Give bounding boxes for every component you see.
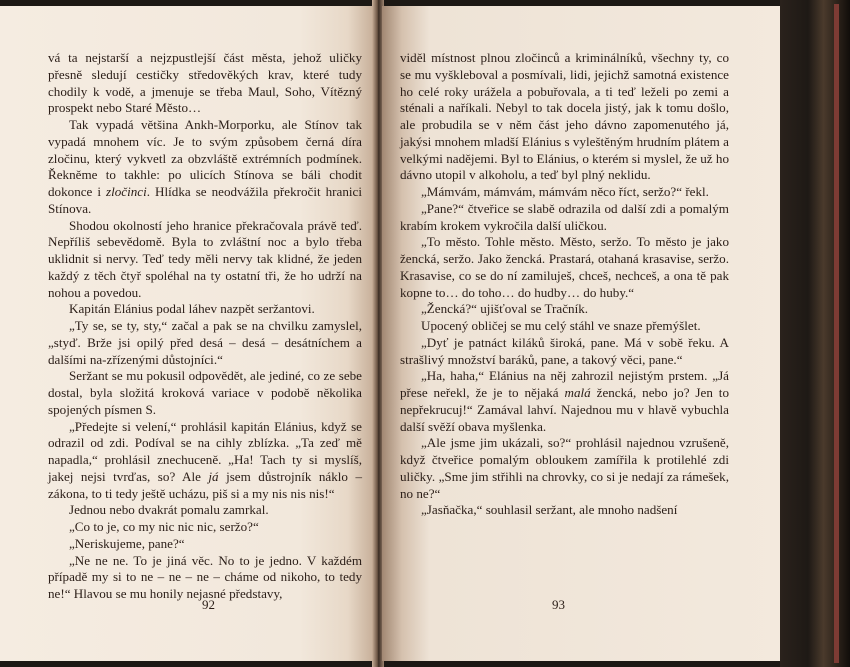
text-run: žencká, nebo jo? Jen to nepřekrucuj!“ Zamával lahví. Najednou mu v hlavě vybuchla další svěží obava myšlenka. — [400, 385, 729, 434]
italic-text: já — [208, 468, 219, 484]
paragraph: „Dyť je patnáct kiláků široká, pane. Má v sobě řeku. A strašlivý množství baráků, pane, a takový věci, pane.“ — [400, 334, 729, 367]
text-run: „Ha, haha,“ Elánius na něj zahrozil nejistým prstem. „Já přese neřekl, že je to nějaká — [400, 368, 729, 400]
paragraph: „Žencká?“ ujišťoval se Tračník. — [421, 301, 589, 317]
paragraph: Upocený obličej se mu celý stáhl ve snaze přemýšlet. — [421, 318, 701, 333]
text-run: Tak vypadá většina Ankh-Morporku, ale Stínov tak vypadá mnohem víc. Je to svým způsobem černá díra zločinu, který vykvetl za obzvláště extrémních podmínek. Řekněme to takhle: po ulicích Stínova se báli chodit dokonce i — [48, 117, 362, 199]
text-run: „Předejte si velení,“ prohlásil kapitán Elánius, když se odrazil od zdi. Podíval se na cihly zblízka. „Ta zeď mě napadla,“ prohlásil znechuceně. „Ha! Tach ty si myslíš, jakej nejsi tvrďas, so? Ale — [48, 418, 362, 484]
paragraph: „To město. Tohle město. Město, seržo. To město je jako žencká, seržo. Jako žencká. Prastará, otahaná krasavise, seržo. Krasavise, co se do ní zamiluješ, chceš, nechceš, a ona tě pak kopne to… do toho… do hudby… do huby.“ — [400, 234, 729, 300]
paragraph — [48, 419, 362, 503]
paragraph: „Mámvám, mámvám, mámvám něco říct, seržo?“ řekl. — [421, 184, 709, 199]
paragraph: „Co to je, co my nic nic nic, seržo?“ — [69, 519, 259, 534]
paragraph: Kapitán Elánius podal láhev nazpět seržantovi. — [69, 301, 315, 317]
text-run: . Hlídka se neodvážila překročit hranici Stínova. — [48, 184, 362, 216]
right-page — [382, 6, 780, 661]
paragraph: „Neriskujeme, pane?“ — [69, 535, 185, 551]
italic-text: malá — [564, 385, 591, 400]
paragraph: viděl místnost plnou zločinců a kriminálníků, všechny ty, co se mu vyškleboval a posmívali, lidi, jejichž samotná existence ho celé roky urážela a pobuřovala, a ti teď leželi po zemi a sténali a naříkali. Nebyl to tak docela jistý, jak k tomu došlo, ale probudila se v něm část jeho dávno zapomenutého já, jakýsi mnohem mladší Elánius s vyleštěným hrudním plátem a velkými nadějemi. Byl to Elánius, o kterém si myslel, že už ho dávno utopil v alkoholu, a teď byl plný neklidu. — [400, 50, 729, 183]
book-edge — [780, 0, 850, 667]
paragraph: „Ale jsme jim ukázali, so?“ prohlásil najednou vzrušeně, když čtveřice pomalým obloukem zamířila k protilehlé zdi uličky. „Sme jim střihli na chrovky, co si je nedají za rámešek, no ne?“ — [400, 435, 729, 501]
paragraph: Shodou okolností jeho hranice překračovala právě teď. Nepříliš sebevědomě. Byla to zvláštní noc a bylo třeba uklidnit si nervy. Teď tedy měli nervy tak klidné, že jeden každý z těch čtyř spoléhal na ty ostatní tři, že ho udrží na nohou a povedou. — [48, 217, 362, 300]
paragraph: „Pane?“ čtveřice se slabě odrazila od další zdi a pomalým krabím krokem vykročila další uličkou. — [400, 200, 729, 233]
paragraph: „Ty se, se ty, sty,“ začal a pak se na chvilku zamyslel, „styď. Brže jsi opilý před desá – desá – desátníchem a dalšími na-zřízenými důstojníci.“ — [48, 318, 362, 367]
left-page — [0, 6, 374, 661]
italic-text: zločinci — [106, 184, 147, 199]
page-number: 93 — [552, 597, 565, 612]
text-run: jsem důstrojník náklo – zákona, to ti tedy ještě ucházu, piš si a my nis nis nis!“ — [48, 468, 362, 501]
paragraph: „Jasňačka,“ souhlasil seržant, ale mnoho nadšení — [421, 502, 678, 518]
paragraph: Seržant se mu pokusil odpovědět, ale jediné, co ze sebe dostal, byla složitá kroková variace v podobě několika spojených písmen S. — [48, 368, 362, 417]
page-number: 92 — [202, 597, 215, 612]
paragraph: „Ne ne ne. To je jiná věc. No to je jedno. V každém případě my si to ne – ne – ne – cháme od nikoho, to tedy ne!“ Hlavou se mu honily nejasné představy, — [48, 552, 362, 601]
right-page-text — [400, 50, 729, 519]
paragraph — [400, 368, 729, 435]
paragraph — [48, 117, 362, 218]
paragraph: Jednou nebo dvakrát pomalu zamrkal. — [69, 502, 269, 518]
paragraph: vá ta nejstarší a nejzpustlejší část města, jehož uličky přesně sledují cestičky středověkých krav, které tudy chodily k vodě, a jmenuje se třeba Maul, Soho, Vítězný prospekt nebo Staré Město… — [48, 50, 362, 116]
book-cover-edge — [834, 4, 839, 663]
left-page-text — [48, 50, 362, 603]
